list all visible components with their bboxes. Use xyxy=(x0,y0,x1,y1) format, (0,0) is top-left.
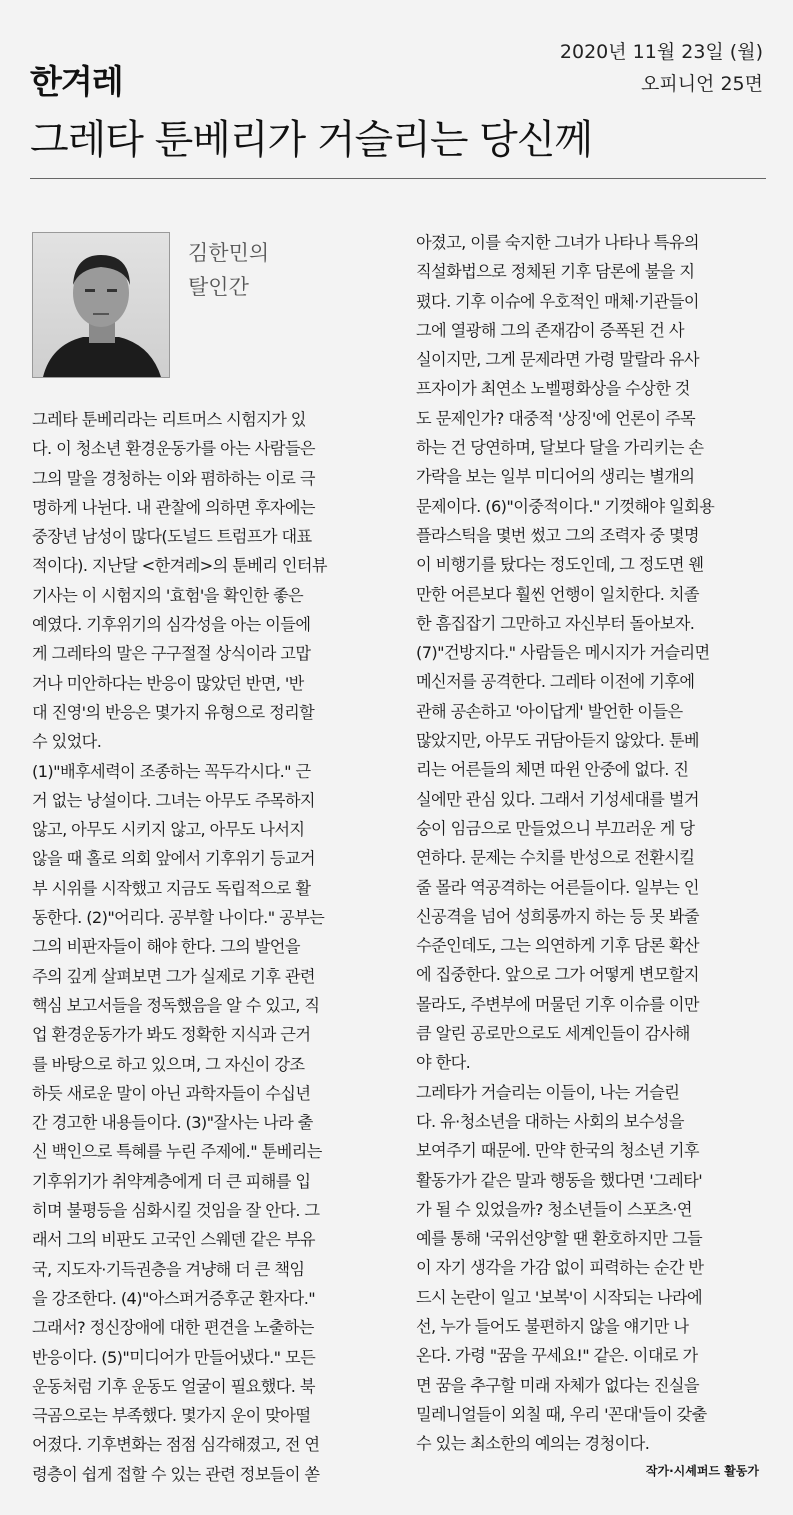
article-line: 활동가가 같은 말과 행동을 했다면 '그레타' xyxy=(416,1170,703,1190)
article-line: 신 백인으로 특혜를 누린 주제에." 툰베리는 xyxy=(32,1142,322,1162)
article-line: (7)"건방지다." 사람들은 메시지가 거슬리면 xyxy=(416,643,710,663)
article-line: 프자이가 최연소 노벨평화상을 수상한 것 xyxy=(416,379,690,399)
article-line: 예였다. 기후위기의 심각성을 아는 이들에 xyxy=(32,615,311,635)
article-line: 큼 알린 공로만으로도 세계인들이 감사해 xyxy=(416,1024,690,1044)
article-line: 중장년 남성이 많다(도널드 트럼프가 대표 xyxy=(32,527,312,547)
article-line: 동한다. (2)"어리다. 공부할 나이다." 공부는 xyxy=(32,908,325,928)
article-line: 몰라도, 주변부에 머물던 기후 이슈를 이만 xyxy=(416,994,699,1014)
article-line: 메신저를 공격한다. 그레타 이전에 기후에 xyxy=(416,672,695,692)
article-line: 연하다. 문제는 수치를 반성으로 전환시킬 xyxy=(416,848,695,868)
article-line: 대 진영'의 반응은 몇가지 유형으로 정리할 xyxy=(32,702,315,722)
article-line: 밀레니얼들이 외칠 때, 우리 '꼰대'들이 갖출 xyxy=(416,1404,707,1424)
publication-date: 2020년 11월 23일 (월) xyxy=(559,41,763,63)
article-line: 를 바탕으로 하고 있으며, 그 자신이 강조 xyxy=(32,1054,305,1074)
article-line: 수 있었다. xyxy=(32,732,102,752)
article-line: 아졌고, 이를 숙지한 그녀가 나타나 특유의 xyxy=(416,233,699,252)
article-line: 에 집중한다. 앞으로 그가 어떻게 변모할지 xyxy=(416,965,699,985)
article-line: 그레타가 거슬리는 이들이, 나는 거슬린 xyxy=(416,1082,680,1102)
article-line: 온다. 가령 "꿈을 꾸세요!" 같은. 이대로 가 xyxy=(416,1346,698,1366)
article-line: 그의 비판자들이 해야 한다. 그의 발언을 xyxy=(32,937,300,957)
article-line: 리는 어른들의 체면 따윈 안중에 없다. 진 xyxy=(416,760,689,780)
author-credit: 작가·시셰퍼드 활동가 xyxy=(645,1464,759,1478)
article-line: 다. 유·청소년을 대하는 사회의 보수성을 xyxy=(416,1111,684,1131)
article-line: 신공격을 넘어 성희롱까지 하는 등 못 봐줄 xyxy=(416,906,699,926)
article-line: 부 시위를 시작했고 지금도 독립적으로 활 xyxy=(32,878,311,898)
column-byline xyxy=(188,236,269,304)
article-line: 그레타 툰베리라는 리트머스 시험지가 있 xyxy=(32,410,306,429)
article-line: 관해 공손하고 '아이답게' 발언한 이들은 xyxy=(416,701,683,721)
article-line: 핵심 보고서들을 정독했음을 알 수 있고, 직 xyxy=(32,995,320,1015)
article-line: 보여주기 때문에. 만약 한국의 청소년 기후 xyxy=(416,1141,699,1161)
article-line: 운동처럼 기후 운동도 얼굴이 필요했다. 북 xyxy=(32,1376,315,1396)
article-line: 줄 몰라 역공격하는 어른들이다. 일부는 인 xyxy=(416,877,699,897)
article-line: 그에 열광해 그의 존재감이 증폭된 건 사 xyxy=(416,320,684,340)
author-name: 김한민의 xyxy=(188,241,270,265)
article-line: 어졌다. 기후변화는 점점 심각해졌고, 전 연 xyxy=(32,1435,320,1455)
article-line: 수 있는 최소한의 예의는 경청이다. xyxy=(416,1434,650,1454)
article-line: 게 그레타의 말은 구구절절 상식이라 고맙 xyxy=(32,644,311,664)
article-line: 주의 깊게 살펴보면 그가 실제로 기후 관련 xyxy=(32,966,315,986)
article-line: 만한 어른보다 훨씬 언행이 일치한다. 치졸 xyxy=(416,584,699,604)
article-line: 히며 불평등을 심화시킬 것임을 잘 안다. 그 xyxy=(32,1201,320,1221)
article-line: 령층이 쉽게 접할 수 있는 관련 정보들이 쏟 xyxy=(32,1464,320,1484)
article-line: 래서 그의 비판도 고국인 스웨덴 같은 부유 xyxy=(32,1230,315,1250)
section-page: 오피니언 25면 xyxy=(641,73,763,95)
article-line: 문제이다. (6)"이중적이다." 기껏해야 일회용 xyxy=(416,496,715,516)
article-line: 면 꿈을 추구할 미래 자체가 없다는 진실을 xyxy=(416,1375,699,1395)
article-line: 폈다. 기후 이슈에 우호적인 매체·기관들이 xyxy=(416,291,699,311)
article-line: 드시 논란이 일고 '보복'이 시작되는 나라에 xyxy=(416,1287,703,1307)
article-line: 그래서? 정신장애에 대한 편견을 노출하는 xyxy=(32,1318,314,1338)
article-line: 도 문제인가? 대중적 '상징'에 언론이 주목 xyxy=(416,408,696,428)
article-line: 을 강조한다. (4)"아스퍼거증후군 환자다." xyxy=(32,1288,316,1308)
article-line: 극곰으로는 부족했다. 몇가지 운이 맞아떨 xyxy=(32,1406,311,1426)
article-column-right xyxy=(416,228,768,1458)
article-line: 않고, 아무도 시키지 않고, 아무도 나서지 xyxy=(32,820,305,840)
article-line: 한 흠집잡기 그만하고 자신부터 돌아보자. xyxy=(416,613,695,633)
article-line: 국, 지도자·기득권층을 겨냥해 더 큰 책임 xyxy=(32,1259,305,1279)
article-line: 적이다). 지난달 <한겨레>의 툰베리 인터뷰 xyxy=(32,556,327,576)
article-line: 업 환경운동가가 봐도 정확한 지식과 근거 xyxy=(32,1025,311,1045)
article-line: 하는 건 당연하며, 달보다 달을 가리키는 손 xyxy=(416,438,704,458)
article-line: 숭이 임금으로 만들었으니 부끄러운 게 당 xyxy=(416,818,695,838)
article-line: 실이지만, 그게 문제라면 가령 말랄라 유사 xyxy=(416,350,699,370)
newspaper-logo: 한겨레 xyxy=(30,62,123,101)
article-line: 기후위기가 취약계층에게 더 큰 피해를 입 xyxy=(32,1171,311,1191)
article-line: (1)"배후세력이 조종하는 꼭두각시다." 근 xyxy=(32,761,311,781)
article-line: 반응이다. (5)"미디어가 만들어냈다." 모든 xyxy=(32,1347,316,1367)
article-line: 이 자기 생각을 가감 없이 피력하는 순간 반 xyxy=(416,1258,704,1278)
article-line: 그의 말을 경청하는 이와 폄하하는 이로 극 xyxy=(32,468,315,488)
article-line: 명하게 나뉜다. 내 관찰에 의하면 후자에는 xyxy=(32,497,315,517)
article-line: 예를 통해 '국위선양'할 땐 환호하지만 그들 xyxy=(416,1229,703,1249)
article-line: 수준인데도, 그는 의연하게 기후 담론 확산 xyxy=(416,936,699,956)
publication-info xyxy=(560,36,763,100)
article-line: 직설화법으로 정체된 기후 담론에 불을 지 xyxy=(416,262,695,282)
article-line: 다. 이 청소년 환경운동가를 아는 사람들은 xyxy=(32,439,315,459)
article-line: 가락을 보는 일부 미디어의 생리는 별개의 xyxy=(416,467,695,487)
headline: 그레타 툰베리가 거슬리는 당신께 xyxy=(30,117,593,163)
article-column-left xyxy=(32,405,392,1489)
article-line: 플라스틱을 몇번 썼고 그의 조력자 중 몇명 xyxy=(416,525,699,545)
article-line: 가 될 수 있었을까? 청소년들이 스포츠·연 xyxy=(416,1199,692,1219)
article-line: 야 한다. xyxy=(416,1053,471,1073)
column-title: 탈인간 xyxy=(188,275,249,299)
article-line: 않을 때 홀로 의회 앞에서 기후위기 등교거 xyxy=(32,849,315,869)
article-line: 하듯 새로운 말이 아닌 과학자들이 수십년 xyxy=(32,1083,311,1103)
article-line: 거 없는 낭설이다. 그녀는 아무도 주목하지 xyxy=(32,790,315,810)
article-line: 기사는 이 시험지의 '효험'을 확인한 좋은 xyxy=(32,585,304,605)
article-line: 실에만 관심 있다. 그래서 기성세대를 벌거 xyxy=(416,789,699,809)
article-line: 간 경고한 내용들이다. (3)"잘사는 나라 출 xyxy=(32,1113,313,1133)
header-divider xyxy=(30,178,766,179)
article-line: 많았지만, 아무도 귀담아듣지 않았다. 툰베 xyxy=(416,731,699,751)
article-line: 선, 누가 들어도 불편하지 않을 얘기만 나 xyxy=(416,1316,689,1336)
author-photo xyxy=(32,232,170,378)
article-line: 이 비행기를 탔다는 정도인데, 그 정도면 웬 xyxy=(416,555,704,575)
article-line: 거나 미안하다는 반응이 많았던 반면, '반 xyxy=(32,673,304,693)
